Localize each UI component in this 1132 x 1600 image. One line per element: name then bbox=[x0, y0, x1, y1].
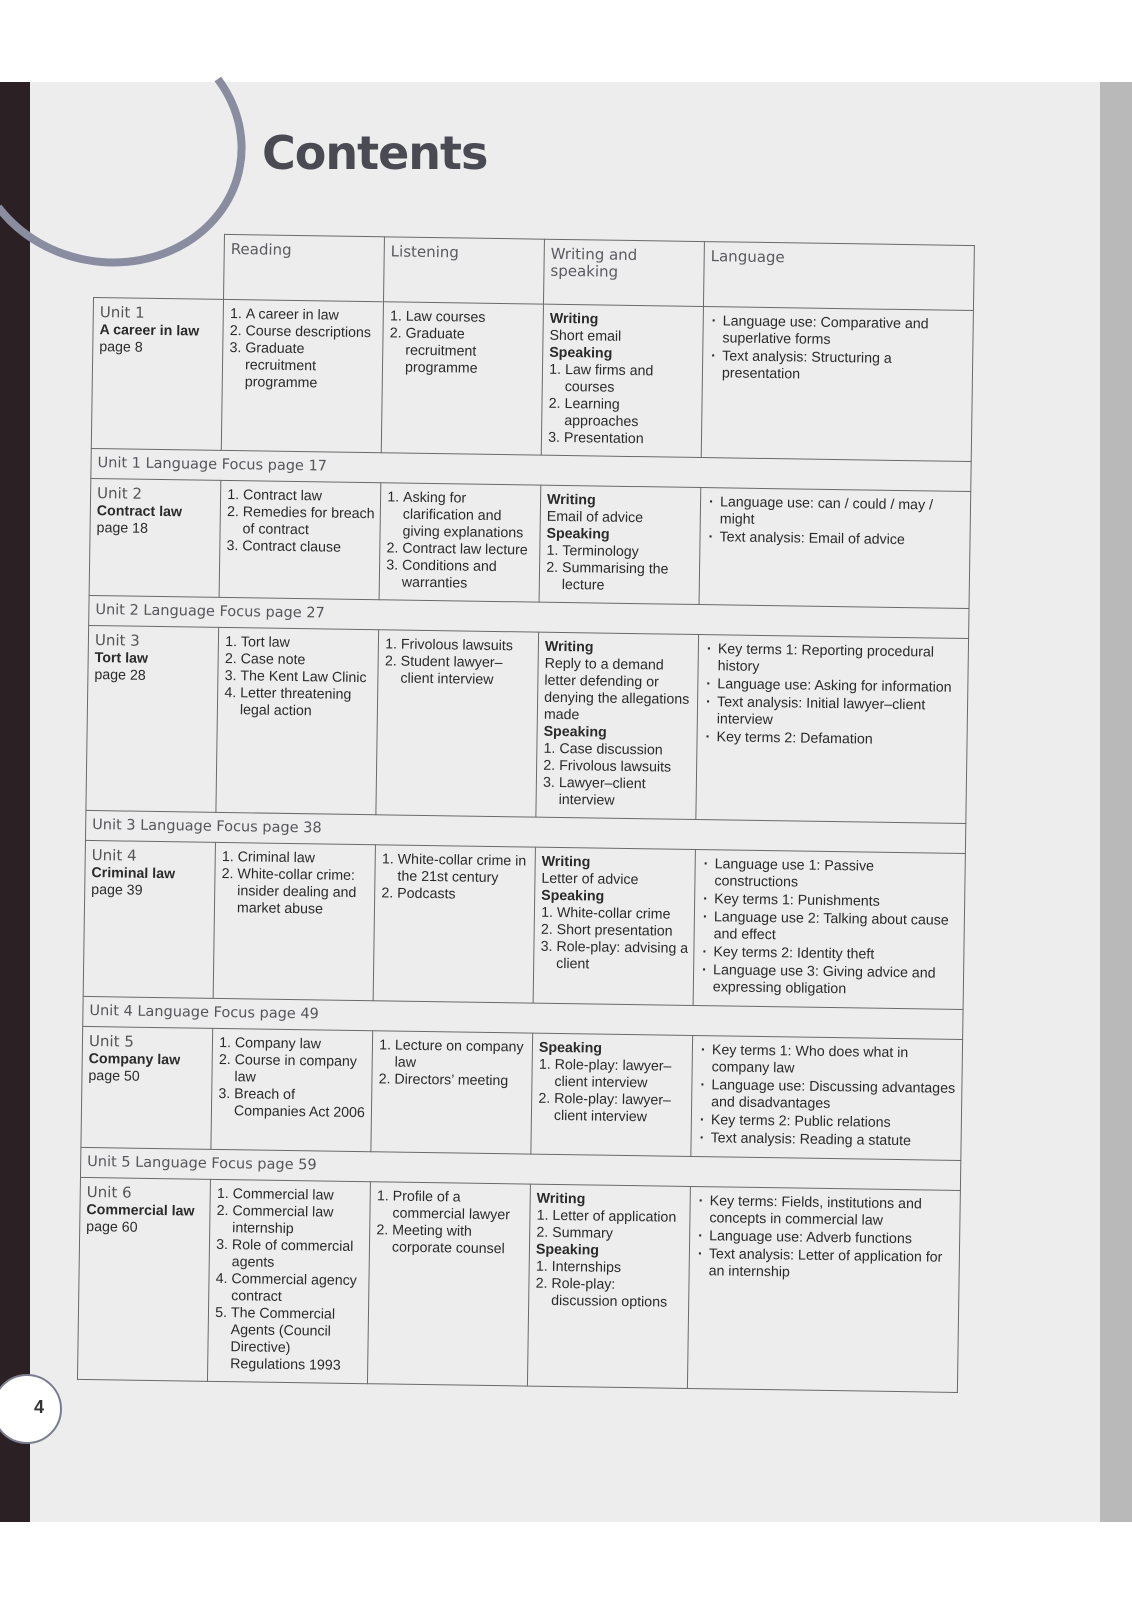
language-focus-label: Unit 5 Language Focus page 59 bbox=[80, 1147, 960, 1190]
ws-item: 1. Terminology bbox=[562, 543, 694, 562]
ws-item: 3. Lawyer–client interview bbox=[558, 775, 690, 811]
reading-item: 3. Role of commercial agents bbox=[232, 1237, 364, 1273]
listening-item: 1. White-collar crime in the 21st century bbox=[397, 852, 529, 888]
unit-row bbox=[81, 1026, 963, 1160]
reading-item: 2. Case note bbox=[241, 651, 373, 670]
language-item: · Key terms 2: Public relations bbox=[711, 1112, 956, 1133]
language-item: · Language use 3: Giving advice and expressing obligation bbox=[713, 962, 958, 1000]
listening-item: 1. Frivolous lawsuits bbox=[401, 637, 533, 656]
unit-row bbox=[86, 625, 969, 823]
reading-item: 1. Company law bbox=[235, 1035, 367, 1054]
unit-number: Unit 2 bbox=[96, 484, 143, 503]
language-list bbox=[709, 313, 968, 386]
listening-item: 2. Contract law lecture bbox=[402, 541, 534, 560]
ws-item: 1. Case discussion bbox=[559, 741, 691, 760]
header-blank bbox=[94, 233, 225, 300]
language-focus-label: Unit 3 Language Focus page 38 bbox=[85, 810, 965, 853]
unit-row bbox=[89, 478, 971, 608]
header-writing-speaking: Writing and speaking bbox=[543, 239, 704, 306]
ws-text: Reply to a demand letter defending or denying the allegations made bbox=[543, 655, 690, 724]
reading-item: 2. Course in company law bbox=[234, 1052, 366, 1088]
ws-item: 1. Law firms and courses bbox=[565, 362, 697, 398]
language-item: · Key terms 2: Identity theft bbox=[713, 944, 958, 965]
ws-item: 1. White-collar crime bbox=[557, 905, 689, 924]
ws-list bbox=[540, 905, 689, 975]
language-item: · Language use: Asking for information bbox=[717, 676, 962, 697]
listening-item: 1. Law courses bbox=[406, 309, 538, 328]
unit-page: page 18 bbox=[96, 520, 149, 537]
language-list bbox=[696, 1193, 955, 1284]
ws-heading: Writing bbox=[536, 1190, 586, 1208]
listening-item: 2. Podcasts bbox=[397, 886, 529, 905]
ws-item: 3. Role-play: advising a client bbox=[556, 939, 688, 975]
language-cell bbox=[696, 635, 969, 824]
listening-list bbox=[378, 1037, 527, 1090]
page-number: 4 bbox=[34, 1397, 45, 1417]
ws-text: Letter of advice bbox=[541, 870, 639, 889]
ws-heading: Writing bbox=[546, 491, 596, 509]
reading-item: 1. Commercial law bbox=[233, 1186, 365, 1205]
ws-text: Email of advice bbox=[546, 508, 644, 527]
ws-item: 2. Short presentation bbox=[557, 922, 689, 941]
ws-heading: Speaking bbox=[546, 525, 610, 543]
language-item: · Key terms 2: Defamation bbox=[716, 729, 961, 750]
listening-cell bbox=[371, 1031, 533, 1154]
unit-name: Company law bbox=[88, 1051, 181, 1069]
writing-speaking-cell bbox=[531, 1033, 693, 1156]
language-item: · Text analysis: Letter of application for an internship bbox=[709, 1246, 954, 1284]
reading-item: 3. Breach of Companies Act 2006 bbox=[234, 1086, 366, 1122]
listening-list bbox=[381, 851, 530, 904]
ws-heading: Speaking bbox=[543, 723, 607, 741]
ws-item: 2. Learning approaches bbox=[564, 396, 696, 432]
writing-speaking-cell bbox=[536, 632, 699, 819]
listening-list bbox=[384, 636, 533, 689]
unit-name: Commercial law bbox=[86, 1201, 195, 1220]
ws-text: Short email bbox=[549, 327, 622, 345]
reading-list bbox=[218, 1035, 367, 1122]
listening-cell bbox=[379, 483, 541, 602]
scan-bottom-margin bbox=[0, 1522, 1132, 1600]
language-item: · Text analysis: Email of advice bbox=[719, 529, 964, 550]
listening-item: 1. Asking for clarification and giving explanations bbox=[402, 490, 535, 543]
unit-number: Unit 6 bbox=[86, 1182, 132, 1202]
header-listening: Listening bbox=[383, 237, 544, 304]
reading-cell bbox=[216, 627, 379, 814]
listening-item: 2. Graduate recruitment programme bbox=[405, 326, 538, 379]
listening-item: 1. Lecture on company law bbox=[395, 1038, 527, 1074]
listening-cell bbox=[373, 845, 535, 1003]
ws-heading: Speaking bbox=[549, 344, 613, 362]
ws-heading: Speaking bbox=[538, 1039, 603, 1057]
listening-item: 2. Meeting with corporate counsel bbox=[392, 1223, 524, 1259]
reading-item: 3. Graduate recruitment programme bbox=[245, 340, 378, 393]
unit-row bbox=[91, 298, 973, 462]
language-list bbox=[703, 641, 963, 750]
unit-number: Unit 4 bbox=[91, 846, 137, 865]
unit-page: page 50 bbox=[88, 1068, 140, 1085]
language-item: · Language use: Comparative and superlative forms bbox=[722, 313, 967, 351]
reading-list bbox=[229, 306, 378, 393]
language-list bbox=[706, 494, 965, 550]
next-page-edge bbox=[1100, 82, 1132, 1522]
contents-table bbox=[77, 232, 975, 1393]
unit-name: Tort law bbox=[94, 650, 149, 667]
language-focus-label: Unit 1 Language Focus page 17 bbox=[91, 448, 971, 491]
language-item: · Key terms 1: Reporting procedural history bbox=[717, 641, 962, 679]
listening-list bbox=[386, 489, 535, 593]
unit-row bbox=[83, 840, 965, 1009]
language-cell bbox=[687, 1186, 960, 1392]
reading-item: 2. Commercial law internship bbox=[232, 1203, 364, 1239]
language-item: · Language use: Discussing advantages and disadvantages bbox=[711, 1077, 956, 1115]
language-list bbox=[697, 1042, 957, 1151]
listening-item: 1. Profile of a commercial lawyer bbox=[392, 1189, 524, 1225]
ws-item: 2. Role-play: lawyer–client interview bbox=[554, 1091, 686, 1127]
ws-list bbox=[535, 1259, 684, 1312]
reading-item: 3. The Kent Law Clinic bbox=[240, 668, 372, 687]
ws-item: 1. Letter of application bbox=[552, 1208, 684, 1227]
unit-cell bbox=[89, 478, 221, 597]
ws-list bbox=[538, 1057, 687, 1127]
ws-item: 1. Role-play: lawyer–client interview bbox=[554, 1057, 686, 1093]
language-focus-label: Unit 2 Language Focus page 27 bbox=[89, 595, 969, 638]
reading-item: 1. Contract law bbox=[243, 487, 375, 506]
reading-cell bbox=[207, 1179, 370, 1383]
reading-item: 2. Course descriptions bbox=[245, 323, 377, 342]
ws-item: 2. Summary bbox=[552, 1225, 684, 1244]
language-list bbox=[700, 856, 960, 1000]
listening-cell bbox=[367, 1182, 530, 1386]
reading-list bbox=[226, 487, 375, 557]
writing-speaking-cell bbox=[539, 485, 701, 604]
language-item: · Key terms 1: Punishments bbox=[714, 891, 959, 912]
language-item: · Language use: can / could / may / might bbox=[720, 494, 965, 532]
unit-cell bbox=[83, 840, 215, 998]
language-item: · Language use: Adverb functions bbox=[709, 1228, 954, 1249]
reading-item: 5. The Commercial Agents (Council Directive) Regulations 1993 bbox=[230, 1305, 363, 1375]
listening-item: 3. Conditions and warranties bbox=[402, 558, 534, 594]
unit-number: Unit 5 bbox=[88, 1032, 134, 1051]
book-spine-shadow bbox=[0, 82, 30, 1522]
unit-name: A career in law bbox=[99, 322, 200, 340]
language-item: · Key terms: Fields, institutions and concepts in commercial law bbox=[709, 1193, 954, 1231]
listening-list bbox=[376, 1188, 525, 1258]
ws-heading: Speaking bbox=[541, 887, 605, 905]
ws-heading: Speaking bbox=[535, 1241, 600, 1259]
writing-speaking-cell bbox=[533, 847, 695, 1005]
reading-item: 2. White-collar crime: insider dealing and market abuse bbox=[237, 866, 370, 919]
listening-item: 2. Student lawyer–client interview bbox=[400, 654, 532, 690]
ws-heading: Writing bbox=[544, 638, 594, 656]
header-language: Language bbox=[703, 242, 974, 311]
unit-name: Contract law bbox=[96, 503, 183, 521]
language-item: · Text analysis: Structuring a presentation bbox=[722, 348, 967, 386]
listening-cell bbox=[376, 630, 539, 817]
language-item: · Text analysis: Reading a statute bbox=[710, 1130, 955, 1151]
reading-cell bbox=[219, 480, 381, 599]
listening-list bbox=[389, 308, 538, 378]
unit-cell bbox=[91, 298, 223, 451]
reading-item: 3. Contract clause bbox=[242, 538, 374, 557]
ws-list bbox=[548, 362, 697, 449]
reading-list bbox=[221, 849, 370, 919]
unit-name: Criminal law bbox=[91, 865, 176, 883]
unit-page: page 28 bbox=[94, 667, 146, 684]
language-item: · Language use 1: Passive constructions bbox=[714, 856, 959, 894]
reading-item: 1. A career in law bbox=[246, 306, 378, 325]
header-reading: Reading bbox=[224, 234, 385, 301]
ws-item: 2. Role-play: discussion options bbox=[551, 1276, 683, 1312]
writing-speaking-cell bbox=[541, 304, 703, 457]
ws-item: 2. Summarising the lecture bbox=[562, 560, 694, 596]
language-cell bbox=[699, 488, 971, 609]
ws-list bbox=[546, 543, 695, 596]
unit-cell bbox=[77, 1177, 210, 1381]
reading-item: 4. Commercial agency contract bbox=[231, 1271, 363, 1307]
language-item: · Language use 2: Talking about cause and effect bbox=[714, 909, 959, 947]
ws-list bbox=[542, 741, 691, 811]
ws-item: 2. Frivolous lawsuits bbox=[559, 758, 691, 777]
unit-page: page 39 bbox=[91, 882, 143, 899]
ws-item: 3. Presentation bbox=[564, 430, 696, 449]
page-title: Contents bbox=[262, 126, 488, 180]
unit-cell bbox=[81, 1026, 213, 1149]
unit-row bbox=[77, 1177, 960, 1392]
unit-page: page 60 bbox=[86, 1218, 138, 1236]
language-item: · Text analysis: Initial lawyer–client interview bbox=[717, 694, 962, 732]
language-cell bbox=[701, 307, 973, 462]
reading-cell bbox=[213, 842, 375, 1000]
reading-list bbox=[214, 1186, 365, 1375]
reading-item: 2. Remedies for breach of contract bbox=[242, 504, 374, 540]
language-cell bbox=[693, 849, 965, 1009]
unit-number: Unit 3 bbox=[94, 631, 140, 650]
ws-heading: Writing bbox=[549, 310, 599, 328]
unit-cell bbox=[86, 625, 219, 812]
reading-list bbox=[224, 634, 373, 721]
ws-list bbox=[536, 1208, 684, 1244]
listening-cell bbox=[381, 302, 543, 455]
reading-item: 4. Letter threatening legal action bbox=[240, 685, 372, 721]
reading-item: 1. Tort law bbox=[241, 634, 373, 653]
ws-item: 1. Internships bbox=[552, 1259, 684, 1278]
reading-cell bbox=[211, 1028, 373, 1151]
ws-heading: Writing bbox=[541, 853, 591, 871]
language-focus-label: Unit 4 Language Focus page 49 bbox=[83, 996, 963, 1039]
language-item: · Key terms 1: Who does what in company law bbox=[712, 1042, 957, 1080]
writing-speaking-cell bbox=[527, 1184, 690, 1388]
reading-cell bbox=[221, 299, 383, 452]
unit-number: Unit 1 bbox=[99, 303, 145, 322]
reading-item: 1. Criminal law bbox=[238, 849, 370, 868]
language-cell bbox=[691, 1035, 963, 1160]
listening-item: 2. Directors’ meeting bbox=[394, 1072, 526, 1091]
unit-page: page 8 bbox=[99, 339, 143, 356]
